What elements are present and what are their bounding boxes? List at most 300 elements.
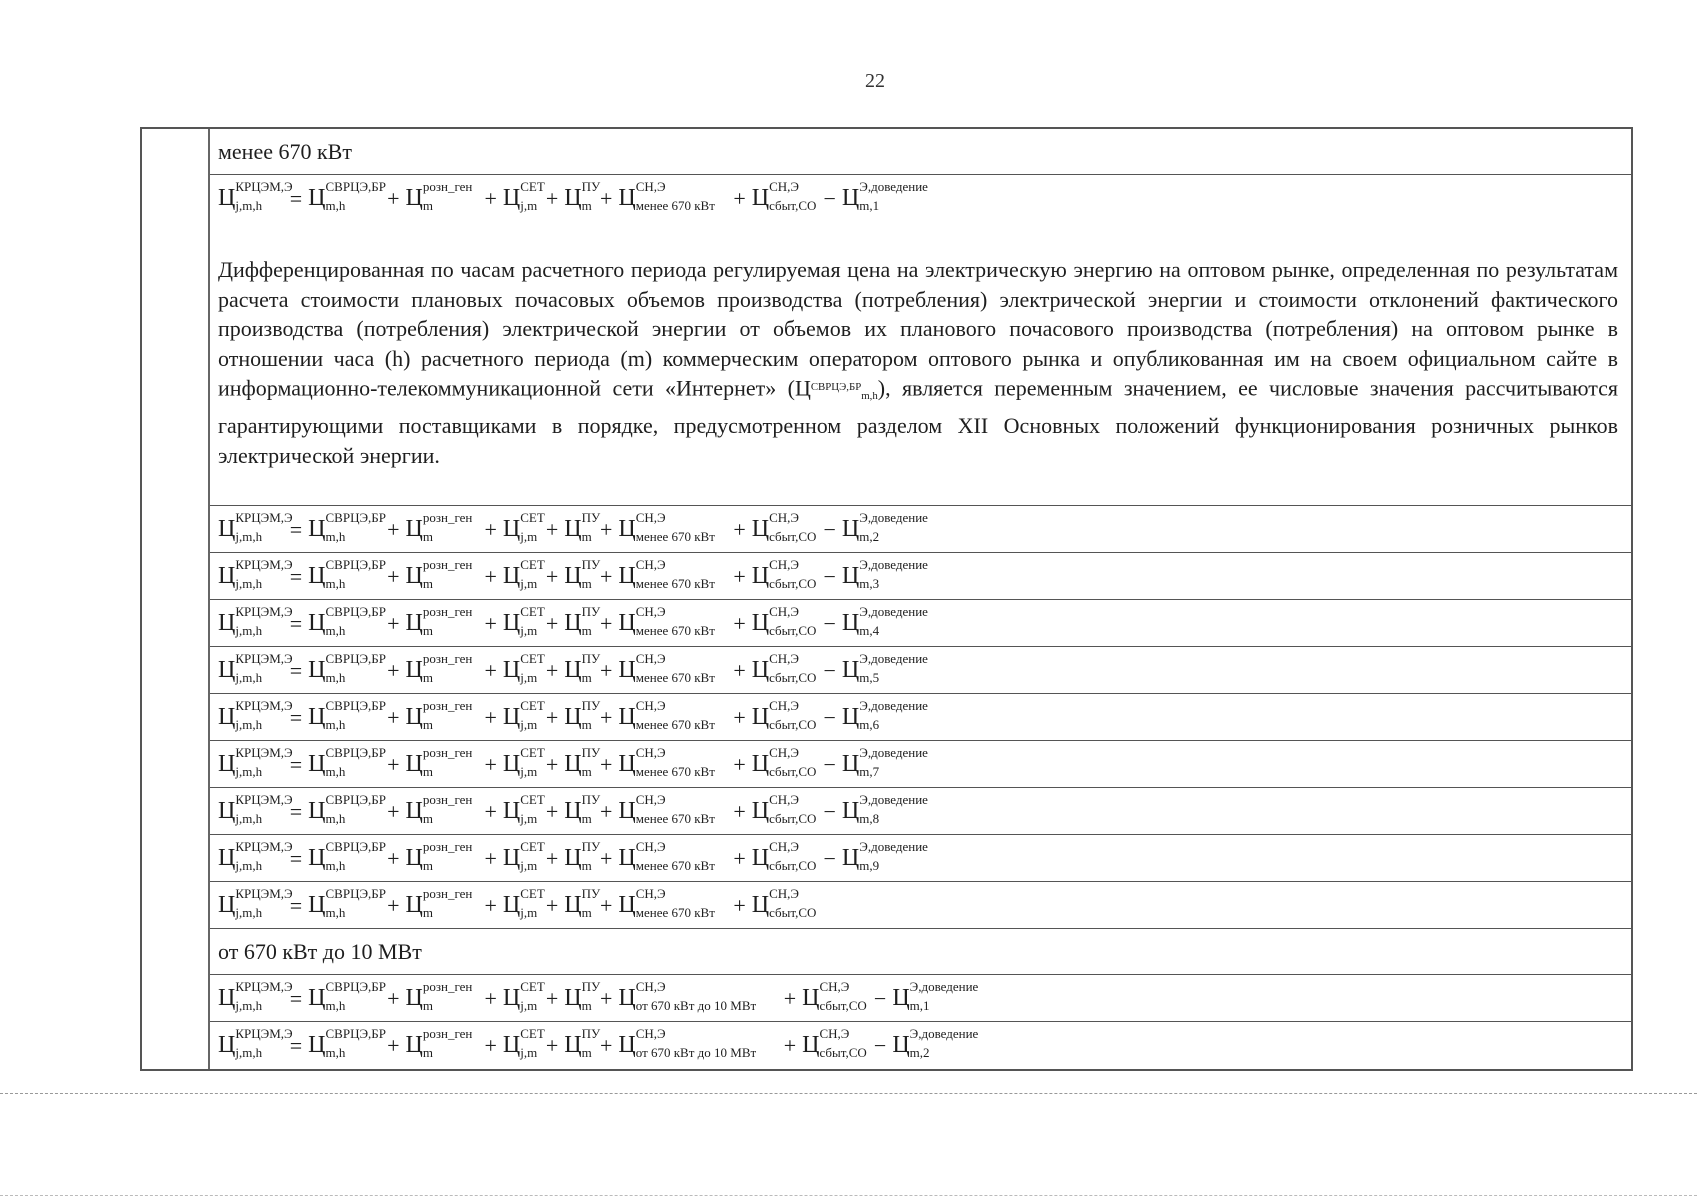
symbol-superscript: СН,Э [635,1026,666,1041]
symbol-subscript: m,h [325,998,346,1013]
symbol-base: Ц [502,657,521,683]
retail-generation-term [405,975,473,1022]
symbol-base: Ц [564,751,582,777]
symbol-superscript: Э,доведение [859,179,928,194]
symbol-subscript: m,h [325,198,346,213]
delivery-term [841,506,928,553]
symbol-base: Ц [618,751,636,777]
symbol-subscript: j,m,h [235,858,263,873]
symbol-base: Ц [564,892,582,918]
paragraph-text: Дифференцированная по часам расчетного периода регулируемая цена на электрическую энергию на оптовом рынке, определенная по результатам расчета стоимости плановых почасовых объемов производства (потребления) электрической энергии и стоимости отклонений фактического производства (потребления) электрической энергии от объемов их планового почасового производства (потребления) на оптовом рынке в отношении часа (h) расчетного периода (m) коммерческим оператором оптового рынка и опубликованная им на своем официальном сайте в информационно-телекоммуникационной сети «Интернет» ( [218,257,1618,401]
symbol-superscript: СЕТ [520,792,545,807]
price-lhs [218,600,293,647]
operator: + [545,186,559,211]
symbol-base: Ц [218,704,236,730]
symbol-subscript: m,6 [859,717,880,732]
symbol-superscript: СВРЦЭ,БР [325,839,386,854]
operator: + [484,1033,497,1058]
operator: + [599,799,613,824]
operator: + [484,186,497,211]
symbol-base: Ц [618,657,636,683]
symbol-base: Ц [751,751,770,777]
symbol-superscript: СН,Э [635,510,666,525]
symbol-base: Ц [564,798,582,824]
symbol-base: Ц [308,798,326,824]
operator: + [545,893,559,918]
infrastructure-term [564,741,601,788]
operator: + [599,986,613,1011]
symbol-superscript: СВРЦЭ,БР [325,1026,386,1041]
price-formula [218,882,823,929]
symbol-base: Ц [751,798,770,824]
symbol-superscript: ПУ [581,979,601,994]
symbol-superscript: ПУ [581,745,601,760]
tier-term [618,694,715,741]
operator: + [387,752,400,777]
symbol-subscript: j,m,h [235,811,263,826]
retail-generation-term [405,553,473,600]
symbol-subscript: m [422,811,433,826]
operator: + [599,658,613,683]
symbol-base: Ц [751,185,770,211]
network-term [502,600,545,647]
price-lhs [218,175,293,222]
wholesale-price-term [308,647,386,694]
symbol-superscript: СЕТ [520,651,545,666]
symbol-superscript: СН,Э [769,651,799,666]
network-term [502,1022,545,1069]
symbol-superscript: КРЦЭМ,Э [235,557,293,572]
tier-term [618,600,715,647]
symbol-subscript: m [581,764,592,779]
symbol-superscript: Э,доведение [859,651,928,666]
price-lhs [218,975,293,1022]
symbol-base: Ц [564,704,582,730]
operator: = [289,1033,303,1058]
symbol-base: Ц [564,563,582,589]
sales-term [751,553,817,600]
symbol-base: Ц [564,985,582,1011]
wholesale-price-term [308,506,386,553]
symbol-superscript: СЕТ [520,698,545,713]
retail-generation-term [405,600,473,647]
symbol-subscript: сбыт,СО [769,858,817,873]
tier-term [618,553,715,600]
symbol-base: Ц [618,185,636,211]
symbol-subscript: m [581,717,592,732]
wholesale-price-term [308,600,386,647]
infrastructure-term [564,553,601,600]
sales-term [751,175,817,222]
symbol-subscript: менее 670 кВт [635,529,715,544]
symbol-subscript: m,8 [859,811,880,826]
symbol-base: Ц [841,751,860,777]
symbol-base: Ц [308,516,326,542]
symbol-base: Ц [751,610,770,636]
formula-row [210,882,1631,929]
formula-row [210,506,1631,553]
delivery-term [841,835,928,882]
symbol-subscript: сбыт,СО [769,811,817,826]
operator: + [545,517,559,542]
symbol-superscript: КРЦЭМ,Э [235,792,293,807]
symbol-subscript: менее 670 кВт [635,764,715,779]
symbol-subscript: сбыт,СО [769,670,817,685]
tier-term [618,835,715,882]
symbol-superscript: СЕТ [520,179,545,194]
operator: + [484,846,497,871]
retail-generation-term [405,788,473,835]
symbol-base: Ц [892,985,910,1011]
symbol-subscript: j,m [520,198,538,213]
sales-term [751,835,817,882]
symbol-superscript: КРЦЭМ,Э [235,604,293,619]
operator: + [387,893,400,918]
price-lhs [218,553,293,600]
network-term [502,741,545,788]
operator: − [873,986,887,1011]
symbol-subscript: сбыт,СО [769,198,817,213]
operator: − [823,846,836,871]
operator: + [599,517,613,542]
operator: + [387,564,400,589]
symbol-superscript: Э,доведение [859,557,928,572]
symbol-subscript: j,m [520,1045,538,1060]
symbol-superscript: СВРЦЭ,БР [325,745,386,760]
symbol-superscript: СН,Э [769,179,799,194]
symbol-subscript: от 670 кВт до 10 МВт [635,998,757,1013]
symbol-base: Ц [892,1032,910,1058]
symbol-superscript: ПУ [581,886,601,901]
price-lhs [218,835,293,882]
section-label: менее 670 кВт [210,129,1631,175]
price-formula [218,647,942,694]
symbol-subscript: j,m [520,858,538,873]
wholesale-price-term [308,741,386,788]
symbol-base: Ц [751,704,770,730]
symbol-superscript: ПУ [581,651,601,666]
infrastructure-term [564,1022,601,1069]
symbol-superscript: СЕТ [520,557,545,572]
operator: + [484,658,497,683]
symbol-subscript: менее 670 кВт [635,198,715,213]
operator: + [484,799,497,824]
symbol-base: Ц [841,563,860,589]
symbol-subscript: m,h [325,670,346,685]
symbol-superscript: СВРЦЭ,БР [325,979,386,994]
symbol-base: Ц [618,798,636,824]
symbol-superscript: Э,доведение [859,839,928,854]
operator: + [545,705,559,730]
network-term [502,553,545,600]
operator: = [289,752,303,777]
symbol-superscript: ПУ [581,839,601,854]
symbol-superscript: СВРЦЭ,БР [325,698,386,713]
symbol-base: Ц [218,1032,236,1058]
symbol-superscript: ПУ [581,557,601,572]
symbol-subscript: j,m,h [235,717,263,732]
symbol-subscript: m,7 [859,764,880,779]
symbol-base: Ц [564,516,582,542]
symbol-subscript: менее 670 кВт [635,717,715,732]
price-formula [218,694,942,741]
operator: = [289,564,303,589]
symbol-base: Ц [218,798,236,824]
symbol-base: Ц [502,610,521,636]
formula-row [210,600,1631,647]
retail-generation-term [405,835,473,882]
tier-term [618,882,715,929]
operator: + [733,799,746,824]
symbol-subscript: m,h [325,1045,346,1060]
operator: − [873,1033,887,1058]
tier-term [618,741,715,788]
symbol-base: Ц [841,845,860,871]
symbol-subscript: m,2 [859,529,880,544]
symbol-superscript: СН,Э [769,604,799,619]
section-label: от 670 кВт до 10 МВт [210,929,1631,975]
symbol-subscript: m,h [325,811,346,826]
network-term [502,788,545,835]
operator: + [733,517,746,542]
symbol-superscript: СН,Э [769,886,799,901]
symbol-base: Ц [618,1032,636,1058]
symbol-subscript: m,h [325,717,346,732]
symbol-superscript: ПУ [581,1026,601,1041]
network-term [502,975,545,1022]
page-number: 22 [865,70,885,92]
operator: + [484,611,497,636]
sales-term [802,1022,867,1069]
operator: + [387,517,400,542]
infrastructure-term [564,506,601,553]
symbol-superscript: Э,доведение [859,745,928,760]
symbol-superscript: СН,Э [769,839,799,854]
symbol-base: Ц [308,704,326,730]
symbol-superscript: СН,Э [635,886,666,901]
symbol-subscript: менее 670 кВт [635,811,715,826]
symbol-subscript: m [422,198,433,213]
infrastructure-term [564,835,601,882]
symbol-subscript: m,3 [859,576,880,591]
symbol-superscript: СЕТ [520,510,545,525]
symbol-superscript: КРЦЭМ,Э [235,1026,293,1041]
symbol-superscript: Э,доведение [909,1026,979,1041]
delivery-term [892,1022,979,1069]
scan-artifact-line [0,1093,1697,1094]
symbol-base: Ц [218,751,236,777]
sales-term [751,600,817,647]
symbol-subscript: j,m [520,717,538,732]
symbol-base: Ц [751,563,770,589]
infrastructure-term [564,175,601,222]
tier-term [618,975,757,1022]
symbol-subscript: сбыт,СО [819,1045,867,1060]
network-term [502,175,545,222]
price-lhs [218,741,293,788]
symbol-subscript: сбыт,СО [769,529,817,544]
operator: + [387,799,400,824]
symbol-base: Ц [564,845,582,871]
symbol-subscript: m,9 [859,858,880,873]
formula-row [210,694,1631,741]
symbol-subscript: m [581,529,592,544]
symbol-subscript: m,h [325,764,346,779]
operator: + [733,705,746,730]
symbol-subscript: j,m,h [235,670,263,685]
operator: − [823,564,836,589]
retail-generation-term [405,647,473,694]
symbol-superscript: Э,доведение [859,604,928,619]
symbol-base: Ц [308,563,326,589]
symbol-base: Ц [502,845,521,871]
symbol-superscript: ПУ [581,604,601,619]
delivery-term [841,694,928,741]
retail-generation-term [405,506,473,553]
retail-generation-term [405,1022,473,1069]
symbol-subscript: менее 670 кВт [635,576,715,591]
symbol-subscript: m [422,764,433,779]
symbol-base: Ц [308,185,326,211]
operator: + [733,564,746,589]
symbol-base: Ц [308,657,326,683]
symbol-subscript: сбыт,СО [769,905,817,920]
symbol-superscript: СН,Э [635,979,666,994]
operator: + [599,752,613,777]
operator: + [484,893,497,918]
symbol-base: Ц [502,516,521,542]
symbol-base: Ц [564,185,582,211]
symbol-superscript: СВРЦЭ,БР [325,179,386,194]
symbol-superscript: розн_ген [422,698,473,713]
operator: = [289,658,303,683]
symbol-base: Ц [308,1032,326,1058]
symbol-superscript: СВРЦЭ,БР [325,886,386,901]
operator: + [733,658,746,683]
symbol-superscript: КРЦЭМ,Э [235,510,293,525]
operator: + [545,752,559,777]
symbol-superscript: КРЦЭМ,Э [235,179,293,194]
retail-generation-term [405,882,473,929]
operator: + [484,705,497,730]
symbol-base: Ц [841,657,860,683]
sales-term [751,741,817,788]
symbol-subscript: j,m [520,811,538,826]
symbol-subscript: m [422,905,433,920]
infrastructure-term [564,788,601,835]
tier-term [618,788,715,835]
symbol-base: Ц [218,516,236,542]
operator: + [484,564,497,589]
symbol-base: Ц [618,704,636,730]
wholesale-price-term [308,835,386,882]
wholesale-price-term [308,175,386,222]
wholesale-price-term [308,694,386,741]
symbol-base: Ц [751,892,770,918]
price-formula [218,975,993,1022]
operator: − [823,658,836,683]
operator: + [733,846,746,871]
symbol-superscript: СН,Э [635,792,666,807]
formula-row [210,788,1631,835]
symbol-superscript: Э,доведение [859,510,928,525]
operator: − [823,752,836,777]
symbol-base: Ц [502,798,521,824]
price-formula [218,741,942,788]
symbol-base: Ц [802,1032,820,1058]
operator: = [289,705,303,730]
symbol-subscript: m [422,576,433,591]
price-formula [218,835,942,882]
symbol-base: Ц [405,845,423,871]
operator: − [823,186,836,211]
symbol-subscript: j,m [520,529,538,544]
symbol-superscript: КРЦЭМ,Э [235,745,293,760]
sales-term [751,694,817,741]
operator: = [289,799,303,824]
symbol-subscript: j,m [520,998,538,1013]
symbol-subscript: j,m [520,905,538,920]
symbol-base: Ц [618,563,636,589]
symbol-subscript: j,m,h [235,623,263,638]
symbol-subscript: m,5 [859,670,880,685]
symbol-subscript: j,m [520,764,538,779]
symbol-superscript: СВРЦЭ,БР [325,557,386,572]
symbol-base: Ц [218,892,236,918]
operator: + [387,986,400,1011]
symbol-superscript: розн_ген [422,745,473,760]
symbol-superscript: СН,Э [769,510,799,525]
symbol-subscript: m [422,1045,433,1060]
symbol-base: Ц [405,892,423,918]
operator: + [599,705,613,730]
symbol-superscript: ПУ [581,698,601,713]
symbol-superscript: розн_ген [422,979,473,994]
symbol-base: Ц [502,704,521,730]
symbol-subscript: менее 670 кВт [635,858,715,873]
retail-generation-term [405,741,473,788]
operator: + [783,986,797,1011]
symbol-base: Ц [564,1032,582,1058]
formula-row [210,1022,1631,1069]
price-formula [218,788,942,835]
explanation-paragraph [218,255,1618,470]
symbol-subscript: m,h [325,529,346,544]
symbol-base: Ц [218,845,236,871]
symbol-subscript: менее 670 кВт [635,623,715,638]
price-lhs [218,788,293,835]
symbol-base: Ц [841,704,860,730]
symbol-superscript: розн_ген [422,510,473,525]
symbol-superscript: СН,Э [769,698,799,713]
symbol-superscript: СН,Э [635,557,666,572]
symbol-base: Ц [841,185,860,211]
symbol-base: Ц [218,563,236,589]
infrastructure-term [564,600,601,647]
operator: + [545,986,559,1011]
symbol-base: Ц [502,1032,521,1058]
operator: + [484,986,497,1011]
symbol-base: Ц [618,845,636,871]
symbol-base: Ц [502,751,521,777]
operator: + [783,1033,797,1058]
symbol-base: Ц [308,610,326,636]
symbol-subscript: m,1 [909,998,930,1013]
wholesale-price-term [308,1022,386,1069]
symbol-superscript: КРЦЭМ,Э [235,979,293,994]
symbol-subscript: m,h [325,623,346,638]
symbol-base: Ц [405,610,423,636]
